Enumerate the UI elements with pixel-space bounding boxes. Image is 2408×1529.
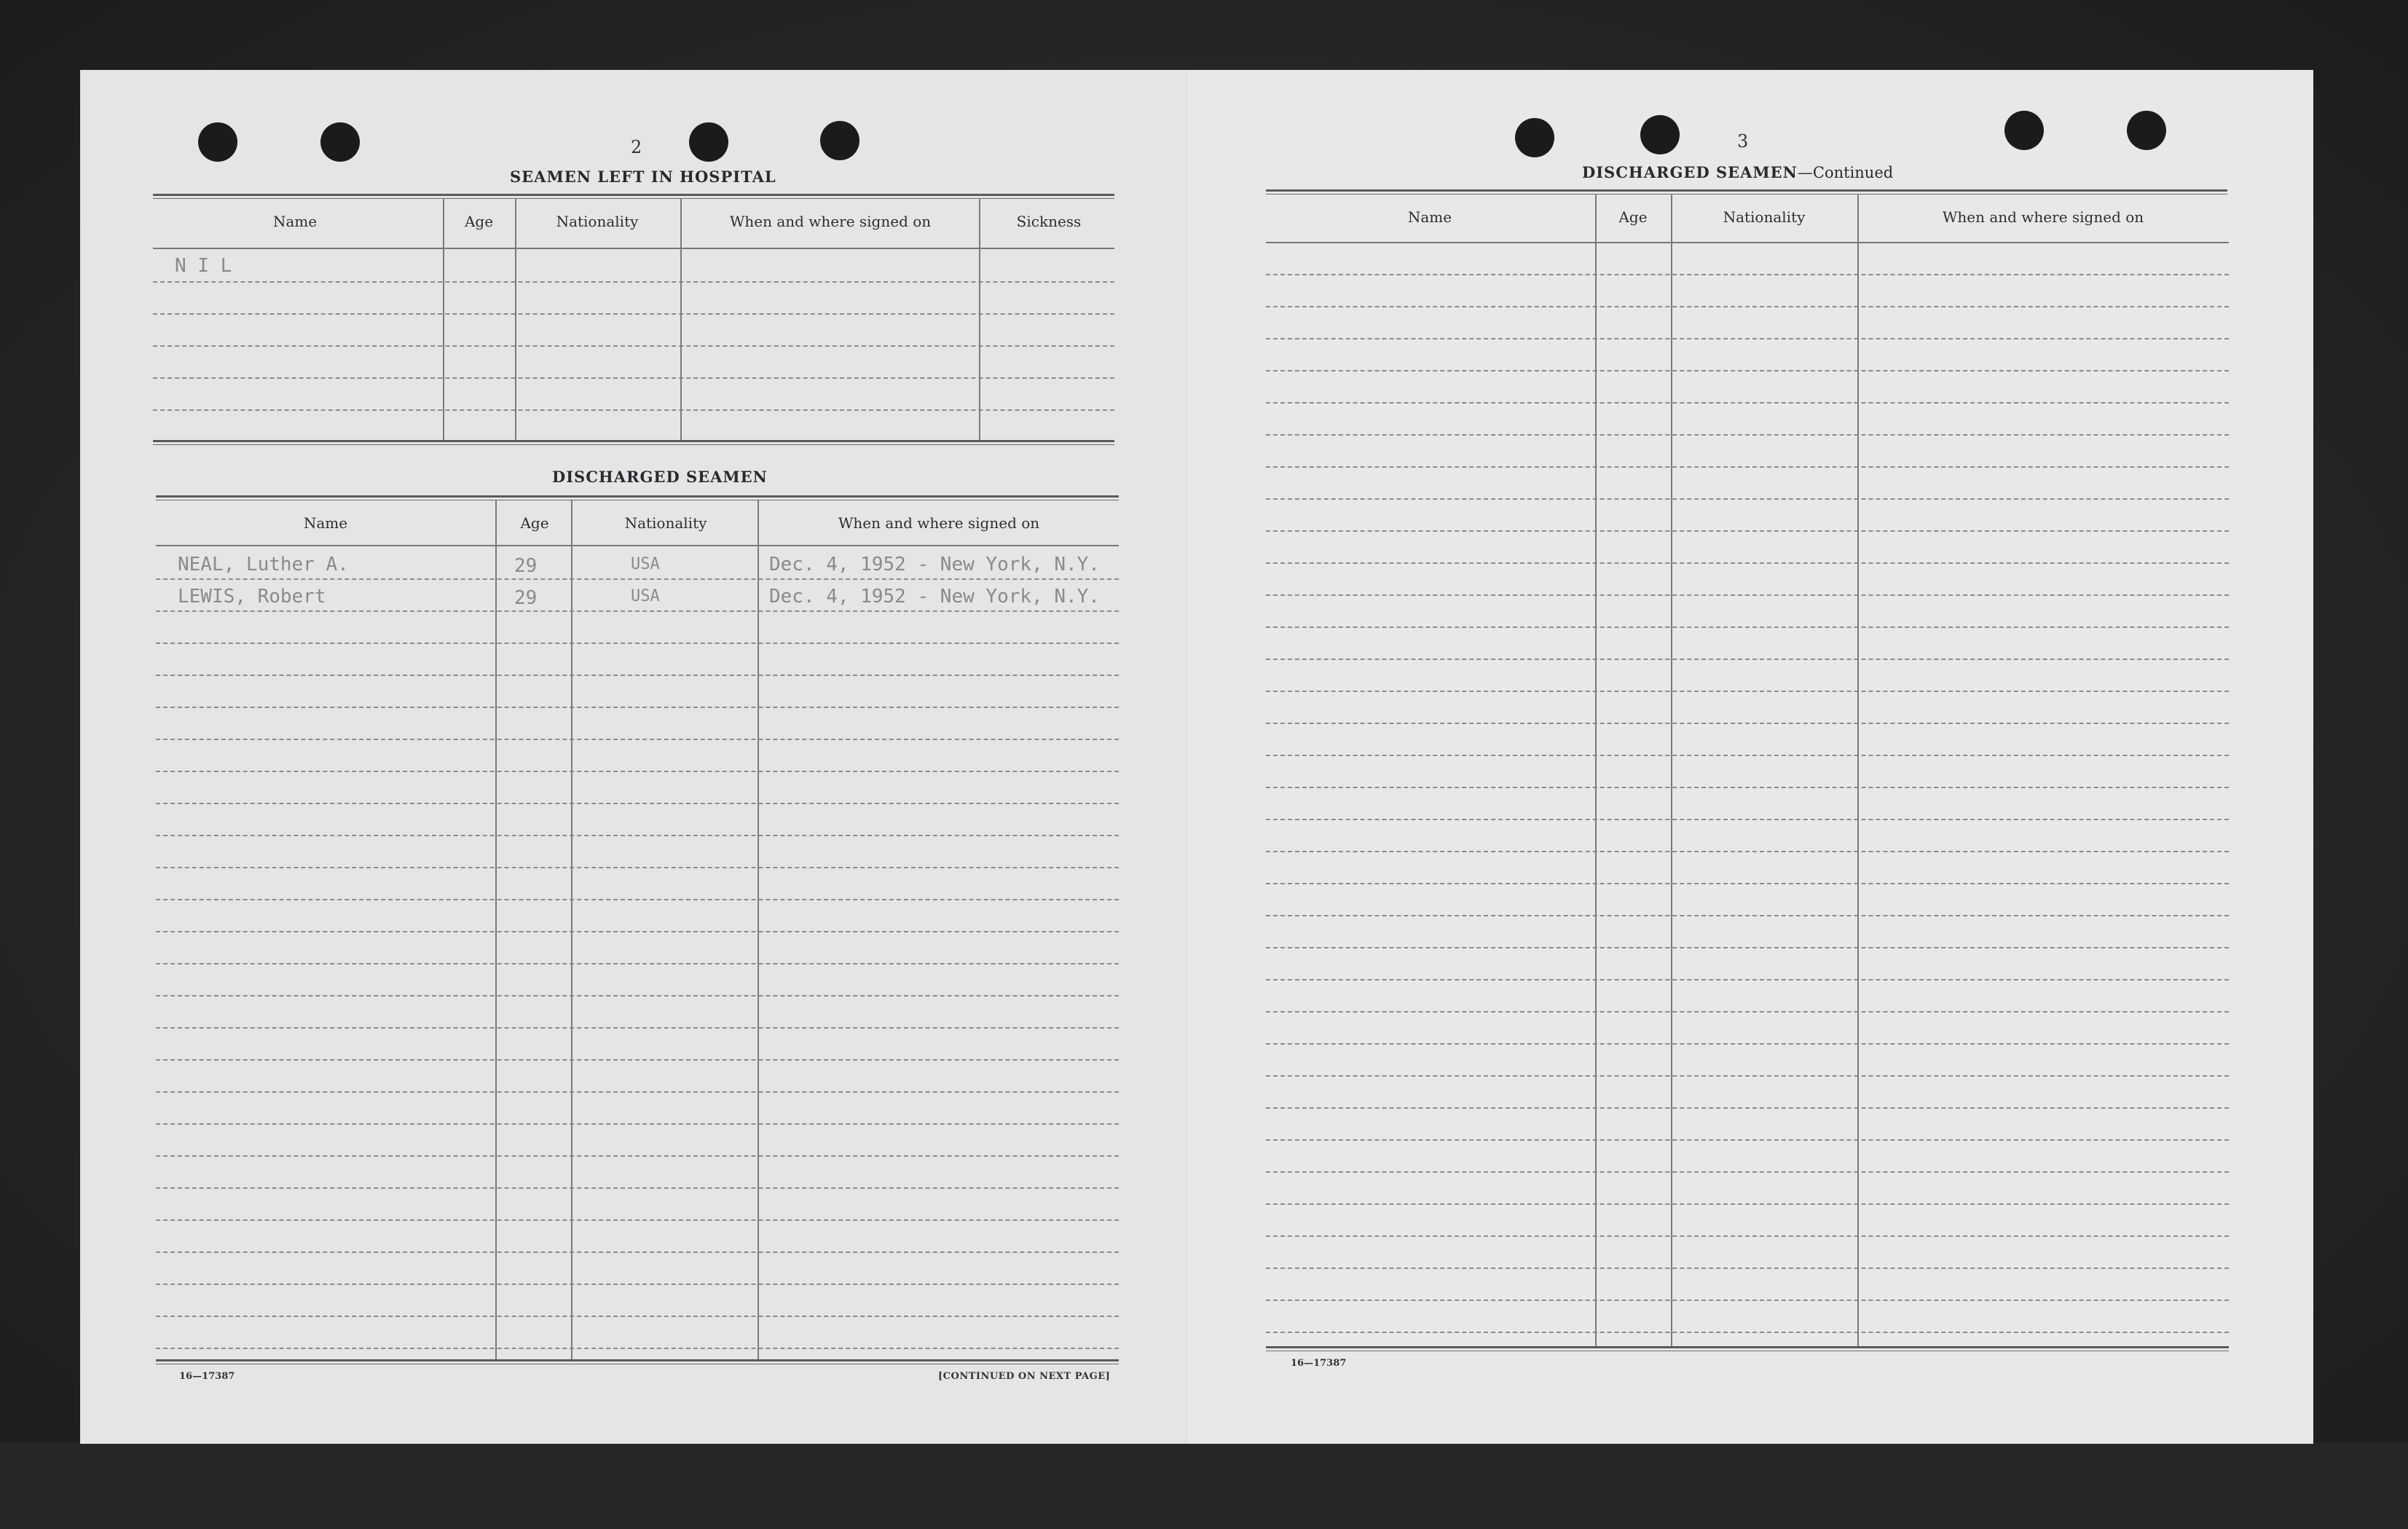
right-row-line bbox=[1266, 1267, 2229, 1269]
punch-hole bbox=[2004, 111, 2044, 150]
discharged-row-line bbox=[156, 867, 1119, 868]
discharged-row-name: NEAL, Luther A. bbox=[178, 554, 349, 575]
right-row-line bbox=[1266, 1171, 2229, 1173]
discharged-row-age: 29 bbox=[514, 555, 538, 577]
punch-hole bbox=[198, 122, 237, 162]
right-page bbox=[1187, 70, 2313, 1444]
discharged-row-line bbox=[156, 1027, 1119, 1029]
discharged-header-rule bbox=[156, 545, 1119, 546]
right-header-rule bbox=[1266, 242, 2229, 243]
discharged-row-line bbox=[156, 610, 1119, 612]
discharged-row-signed-on: Dec. 4, 1952 - New York, N.Y. bbox=[769, 554, 1100, 575]
right-row-line bbox=[1266, 434, 2229, 436]
hospital-entry-nil: N I L bbox=[175, 255, 232, 277]
hospital-header-nationality: Nationality bbox=[556, 213, 639, 230]
hospital-col-divider bbox=[680, 198, 682, 440]
discharged-row-line bbox=[156, 1123, 1119, 1125]
discharged-row-line bbox=[156, 1187, 1119, 1189]
right-row-line bbox=[1266, 338, 2229, 339]
right-row-line bbox=[1266, 755, 2229, 756]
discharged-row-nationality: USA bbox=[631, 587, 660, 605]
discharged-row-signed-on: Dec. 4, 1952 - New York, N.Y. bbox=[769, 586, 1100, 608]
discharged-continued-title: DISCHARGED SEAMEN—Continued bbox=[1582, 163, 1894, 181]
right-row-line bbox=[1266, 594, 2229, 596]
discharged-header-signed-on: When and where signed on bbox=[838, 514, 1040, 532]
hospital-header-name: Name bbox=[272, 213, 318, 230]
hospital-row-line bbox=[153, 409, 1114, 411]
hospital-row-line bbox=[153, 281, 1114, 283]
page-number: 2 bbox=[631, 137, 642, 157]
discharged-row-line bbox=[156, 803, 1119, 804]
discharged-row-nationality: USA bbox=[631, 555, 660, 573]
discharged-col-divider bbox=[495, 500, 497, 1359]
discharged-row-line bbox=[156, 1251, 1119, 1253]
right-row-line bbox=[1266, 562, 2229, 564]
punch-hole bbox=[1515, 118, 1554, 157]
right-row-line bbox=[1266, 530, 2229, 532]
discharged-row-line bbox=[156, 835, 1119, 836]
right-row-line bbox=[1266, 723, 2229, 724]
right-row-line bbox=[1266, 466, 2229, 468]
right-row-line bbox=[1266, 1107, 2229, 1109]
hospital-row-line bbox=[153, 377, 1114, 379]
hospital-top-rule bbox=[153, 194, 1114, 196]
right-row-line bbox=[1266, 1139, 2229, 1141]
right-row-line bbox=[1266, 498, 2229, 500]
right-row-line bbox=[1266, 1011, 2229, 1013]
left-page bbox=[80, 70, 1191, 1444]
discharged-row-line bbox=[156, 642, 1119, 644]
discharged-row-age: 29 bbox=[514, 587, 538, 609]
right-row-line bbox=[1266, 1043, 2229, 1045]
right-row-line bbox=[1266, 883, 2229, 884]
hospital-col-divider bbox=[979, 198, 980, 440]
right-row-line bbox=[1266, 306, 2229, 307]
right-row-line bbox=[1266, 1300, 2229, 1301]
right-header-signed-on: When and where signed on bbox=[1942, 208, 2144, 226]
right-header-nationality: Nationality bbox=[1723, 208, 1806, 226]
punch-hole bbox=[820, 121, 859, 160]
right-row-line bbox=[1266, 947, 2229, 948]
page-number: 3 bbox=[1737, 131, 1749, 152]
hospital-col-divider bbox=[443, 198, 444, 440]
right-row-line bbox=[1266, 1332, 2229, 1333]
discharged-row-line bbox=[156, 1091, 1119, 1093]
discharged-col-divider bbox=[571, 500, 573, 1359]
hospital-header-sickness: Sickness bbox=[1016, 213, 1082, 230]
hospital-row-line bbox=[153, 313, 1114, 315]
right-row-line bbox=[1266, 1075, 2229, 1077]
discharged-header-nationality: Nationality bbox=[624, 514, 707, 532]
punch-hole bbox=[320, 122, 360, 162]
discharged-row-line bbox=[156, 1059, 1119, 1061]
hospital-section-title: SEAMEN LEFT IN HOSPITAL bbox=[510, 168, 776, 186]
right-row-line bbox=[1266, 274, 2229, 275]
hospital-row-line bbox=[153, 345, 1114, 347]
hospital-header-signed-on: When and where signed on bbox=[729, 213, 932, 230]
form-number: 16—17387 bbox=[1291, 1358, 1347, 1369]
discharged-row-line bbox=[156, 771, 1119, 772]
discharged-col-divider bbox=[758, 500, 759, 1359]
right-row-line bbox=[1266, 979, 2229, 980]
right-row-line bbox=[1266, 1235, 2229, 1237]
hospital-header-age: Age bbox=[464, 213, 494, 230]
right-row-line bbox=[1266, 691, 2229, 692]
scan-background-bottom bbox=[0, 1442, 2408, 1529]
discharged-row-line bbox=[156, 1316, 1119, 1317]
hospital-col-divider bbox=[515, 198, 516, 440]
discharged-bottom-rule bbox=[156, 1359, 1119, 1361]
hospital-header-rule bbox=[153, 248, 1114, 249]
right-header-age: Age bbox=[1618, 208, 1648, 226]
discharged-row-line bbox=[156, 578, 1119, 580]
discharged-row-line bbox=[156, 739, 1119, 740]
punch-hole bbox=[689, 122, 728, 162]
discharged-header-age: Age bbox=[520, 514, 549, 532]
discharged-row-line bbox=[156, 899, 1119, 900]
right-bottom-rule bbox=[1266, 1346, 2229, 1348]
right-header-name: Name bbox=[1407, 208, 1452, 226]
punch-hole bbox=[2127, 111, 2166, 150]
discharged-row-line bbox=[156, 707, 1119, 708]
discharged-row-line bbox=[156, 963, 1119, 964]
right-row-line bbox=[1266, 1203, 2229, 1205]
discharged-row-line bbox=[156, 1155, 1119, 1157]
right-row-line bbox=[1266, 659, 2229, 660]
right-row-line bbox=[1266, 915, 2229, 916]
discharged-row-line bbox=[156, 1219, 1119, 1221]
right-top-rule bbox=[1266, 189, 2227, 192]
right-col-divider bbox=[1857, 194, 1859, 1346]
right-col-divider bbox=[1595, 194, 1597, 1346]
continued-note: [CONTINUED ON NEXT PAGE] bbox=[938, 1371, 1111, 1382]
right-row-line bbox=[1266, 626, 2229, 628]
discharged-header-name: Name bbox=[303, 514, 348, 532]
discharged-row-line bbox=[156, 995, 1119, 997]
right-row-line bbox=[1266, 787, 2229, 788]
right-row-line bbox=[1266, 819, 2229, 820]
form-number: 16—17387 bbox=[179, 1371, 235, 1382]
discharged-row-line bbox=[156, 1284, 1119, 1285]
discharged-section-title: DISCHARGED SEAMEN bbox=[552, 468, 768, 486]
discharged-top-rule bbox=[156, 495, 1119, 498]
punch-hole bbox=[1640, 115, 1680, 154]
hospital-bottom-rule bbox=[153, 440, 1114, 442]
right-row-line bbox=[1266, 402, 2229, 404]
discharged-row-line bbox=[156, 931, 1119, 932]
right-col-divider bbox=[1671, 194, 1672, 1346]
right-row-line bbox=[1266, 851, 2229, 852]
right-row-line bbox=[1266, 370, 2229, 372]
discharged-row-name: LEWIS, Robert bbox=[178, 586, 326, 608]
discharged-row-line bbox=[156, 675, 1119, 676]
discharged-row-line bbox=[156, 1348, 1119, 1349]
